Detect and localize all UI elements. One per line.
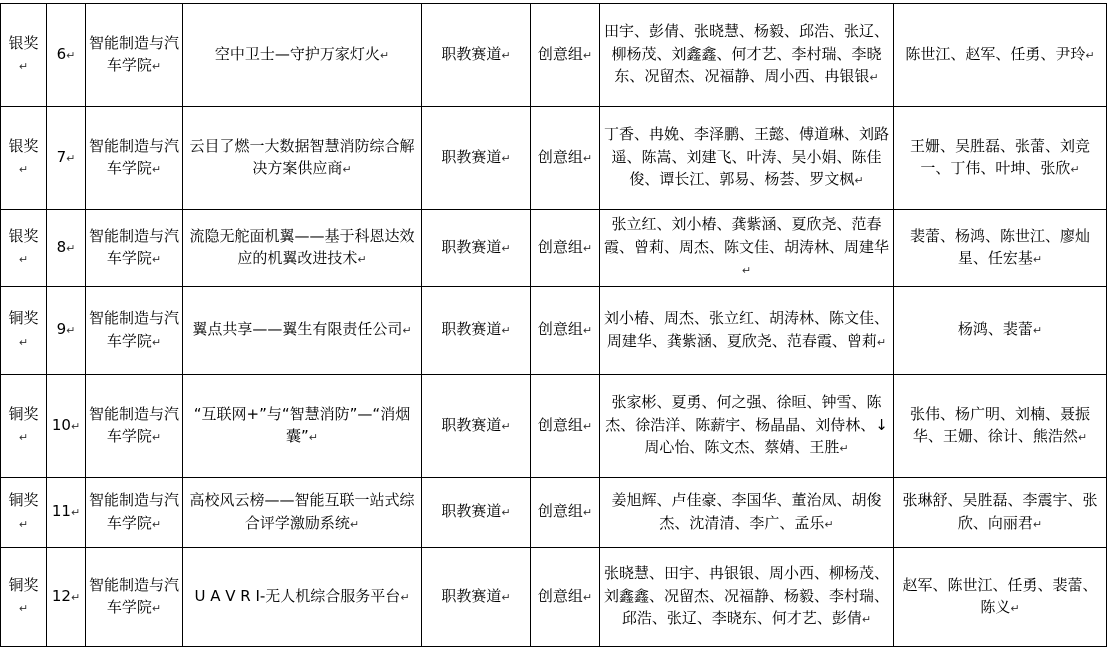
paragraph-mark-icon: ↵ bbox=[66, 151, 76, 165]
paragraph-mark-icon: ↵ bbox=[18, 163, 29, 176]
paragraph-mark-icon: ↵ bbox=[1077, 431, 1088, 444]
paragraph-mark-icon: ↵ bbox=[18, 335, 29, 349]
paragraph-mark-icon: ↵ bbox=[151, 253, 162, 266]
paragraph-mark-icon: ↵ bbox=[151, 431, 162, 444]
paragraph-mark-icon: ↵ bbox=[70, 590, 81, 604]
advisors-cell-text: 张伟、杨广明、刘楠、聂振华、王姗、徐计、熊浩然 bbox=[909, 404, 1090, 445]
college-cell bbox=[86, 107, 183, 210]
paragraph-mark-icon: ↵ bbox=[861, 613, 872, 627]
project-cell bbox=[183, 478, 422, 548]
advisors-cell-text: 王姗、吴胜磊、张蕾、刘竞一、丁伟、叶坤、张欣 bbox=[909, 136, 1090, 177]
award-cell-text: 银奖 bbox=[8, 136, 39, 155]
college-cell bbox=[86, 4, 183, 107]
advisors-cell bbox=[894, 107, 1107, 210]
project-cell-text: 空中卫士—守护万家灯火 bbox=[214, 44, 380, 63]
members-cell bbox=[600, 287, 894, 375]
paragraph-mark-icon: ↵ bbox=[582, 506, 593, 520]
group-cell-text: 创意组 bbox=[537, 415, 583, 434]
number-cell bbox=[47, 107, 86, 210]
paragraph-mark-icon: ↵ bbox=[151, 602, 162, 615]
award-cell bbox=[1, 4, 47, 107]
college-cell-text: 智能制造与汽车学院 bbox=[89, 309, 180, 350]
award-cell-text: 银奖 bbox=[8, 226, 39, 245]
number-cell bbox=[47, 287, 86, 375]
members-cell-text: 田宇、彭倩、张晓慧、杨毅、邱浩、张辽、柳杨茂、刘鑫鑫、何才艺、李村瑞、李晓东、况留杰、况福静、周小西、冉银银 bbox=[603, 22, 889, 86]
paragraph-mark-icon: ↵ bbox=[501, 590, 511, 604]
paragraph-mark-icon: ↵ bbox=[854, 174, 864, 188]
paragraph-mark-icon: ↵ bbox=[379, 48, 390, 62]
paragraph-mark-icon: ↵ bbox=[151, 163, 162, 176]
number-cell-text: 9 bbox=[56, 320, 67, 339]
paragraph-mark-icon: ↵ bbox=[151, 517, 162, 531]
table-row bbox=[1, 478, 1107, 548]
paragraph-mark-icon: ↵ bbox=[18, 602, 29, 615]
college-cell-text: 智能制造与汽车学院 bbox=[89, 575, 180, 616]
group-cell bbox=[531, 375, 600, 478]
group-cell bbox=[531, 548, 600, 647]
number-cell-text: 7 bbox=[56, 147, 67, 166]
project-cell-text: U A V R I-无人机综合服务平台 bbox=[194, 586, 401, 605]
paragraph-mark-icon: ↵ bbox=[349, 517, 360, 531]
group-cell-text: 创意组 bbox=[537, 147, 583, 166]
project-cell-text: 流隐无舵面机翼——基于科恩达效应的机翼改进技术 bbox=[189, 226, 415, 267]
award-cell-text: 铜奖 bbox=[8, 575, 39, 594]
table-row bbox=[1, 548, 1107, 647]
college-cell-text: 智能制造与汽车学院 bbox=[89, 33, 180, 74]
group-cell-text: 创意组 bbox=[537, 586, 583, 605]
group-cell-text: 创意组 bbox=[537, 44, 583, 63]
number-cell bbox=[47, 548, 86, 647]
award-cell-text: 铜奖 bbox=[8, 491, 39, 509]
award-cell-text: 银奖 bbox=[8, 33, 39, 52]
table-row bbox=[1, 210, 1107, 287]
paragraph-mark-icon: ↵ bbox=[70, 506, 81, 520]
members-cell-text: 张立红、刘小椿、龚紫涵、夏欣尧、范春霞、曾莉、周杰、陈文佳、胡涛林、周建华 bbox=[603, 215, 889, 256]
group-cell-text: 创意组 bbox=[537, 320, 583, 339]
members-cell bbox=[600, 548, 894, 647]
award-cell-text: 铜奖 bbox=[8, 309, 39, 327]
track-cell bbox=[422, 548, 531, 647]
members-cell-text: 张晓慧、田宇、冉银银、周小西、柳杨茂、刘鑫鑫、况留杰、况福静、杨毅、李村瑞、邱浩、张辽、李晓东、何才艺、彭倩 bbox=[603, 564, 889, 628]
members-cell bbox=[600, 210, 894, 287]
track-cell-text: 职教赛道 bbox=[441, 415, 502, 434]
group-cell bbox=[531, 210, 600, 287]
table-row bbox=[1, 375, 1107, 478]
project-cell bbox=[183, 210, 422, 287]
paragraph-mark-icon: ↵ bbox=[869, 71, 879, 85]
paragraph-mark-icon: ↵ bbox=[1032, 253, 1043, 266]
paragraph-mark-icon: ↵ bbox=[741, 264, 752, 278]
paragraph-mark-icon: ↵ bbox=[501, 241, 511, 255]
paragraph-mark-icon: ↵ bbox=[1085, 48, 1095, 62]
number-cell-text: 6 bbox=[56, 44, 67, 63]
paragraph-mark-icon: ↵ bbox=[400, 590, 410, 604]
college-cell bbox=[86, 287, 183, 375]
number-cell-text: 11 bbox=[51, 502, 71, 521]
paragraph-mark-icon: ↵ bbox=[582, 241, 593, 255]
advisors-cell-text: 张琳舒、吴胜磊、李震宇、张欣、向丽君 bbox=[902, 491, 1098, 532]
project-cell-text: 云目了燃一大数据智慧消防综合解决方案供应商 bbox=[189, 136, 415, 177]
group-cell bbox=[531, 107, 600, 210]
members-cell bbox=[600, 375, 894, 478]
paragraph-mark-icon: ↵ bbox=[876, 335, 887, 349]
award-cell bbox=[1, 107, 47, 210]
table-row bbox=[1, 107, 1107, 210]
awards-table-body bbox=[1, 4, 1107, 647]
paragraph-mark-icon: ↵ bbox=[18, 517, 29, 531]
advisors-cell-text: 赵军、陈世江、任勇、裴蕾、陈义 bbox=[902, 575, 1098, 616]
members-cell-text: 张家彬、夏勇、何之强、徐晅、钟雪、陈杰、徐浩洋、陈薪宇、杨晶晶、刘侍林、↓ bbox=[605, 393, 888, 434]
paragraph-mark-icon: ↵ bbox=[1070, 163, 1080, 176]
group-cell-text: 创意组 bbox=[537, 502, 583, 521]
paragraph-mark-icon: ↵ bbox=[66, 48, 76, 62]
project-cell-text: 翼点共享——翼生有限责任公司 bbox=[192, 320, 403, 339]
advisors-cell bbox=[894, 375, 1107, 478]
members-cell-text: 姜旭辉、卢佳豪、李国华、董治凤、胡俊杰、沈清清、李广、孟乐 bbox=[611, 491, 882, 532]
college-cell-text: 智能制造与汽车学院 bbox=[89, 404, 180, 445]
project-cell-text: 高校风云榜——智能互联一站式综合评学激励系统 bbox=[189, 491, 415, 532]
paragraph-mark-icon: ↵ bbox=[402, 324, 412, 338]
award-cell bbox=[1, 478, 47, 548]
award-cell bbox=[1, 375, 47, 478]
college-cell bbox=[86, 210, 183, 287]
number-cell-text: 10 bbox=[51, 415, 71, 434]
paragraph-mark-icon: ↵ bbox=[582, 324, 593, 338]
track-cell-text: 职教赛道 bbox=[441, 147, 502, 166]
track-cell bbox=[422, 107, 531, 210]
paragraph-mark-icon: ↵ bbox=[501, 506, 511, 520]
paragraph-mark-icon: ↵ bbox=[582, 590, 593, 604]
members-cell bbox=[600, 4, 894, 107]
paragraph-mark-icon: ↵ bbox=[308, 431, 318, 444]
number-cell-text: 8 bbox=[56, 237, 67, 256]
paragraph-mark-icon: ↵ bbox=[357, 253, 367, 266]
members-cell-text: 刘小椿、周杰、张立红、胡涛林、陈文佳、周建华、龚紫涵、夏欣尧、范春霞、曾莉 bbox=[603, 309, 889, 350]
college-cell-text: 智能制造与汽车学院 bbox=[89, 491, 180, 532]
track-cell-text: 职教赛道 bbox=[441, 44, 502, 63]
group-cell bbox=[531, 4, 600, 107]
advisors-cell bbox=[894, 287, 1107, 375]
number-cell bbox=[47, 4, 86, 107]
track-cell-text: 职教赛道 bbox=[441, 320, 502, 339]
advisors-cell-text: 裴蕾、杨鸿、陈世江、廖灿星、任宏基 bbox=[909, 226, 1090, 267]
project-cell-text: “互联网+”与“智慧消防”—“消烟囊” bbox=[193, 404, 411, 445]
paragraph-mark-icon: ↵ bbox=[582, 48, 593, 62]
track-cell-text: 职教赛道 bbox=[441, 502, 502, 521]
college-cell-text: 智能制造与汽车学院 bbox=[89, 136, 180, 177]
advisors-cell-text: 杨鸿、裴蕾 bbox=[957, 320, 1033, 339]
track-cell bbox=[422, 375, 531, 478]
paragraph-mark-icon: ↵ bbox=[18, 60, 29, 73]
award-cell bbox=[1, 287, 47, 375]
paragraph-mark-icon: ↵ bbox=[501, 48, 511, 62]
group-cell bbox=[531, 287, 600, 375]
table-row bbox=[1, 287, 1107, 375]
number-cell bbox=[47, 375, 86, 478]
award-cell bbox=[1, 548, 47, 647]
advisors-cell-text: 陈世江、赵军、任勇、尹玲 bbox=[905, 44, 1086, 63]
paragraph-mark-icon: ↵ bbox=[839, 442, 849, 456]
advisors-cell bbox=[894, 4, 1107, 107]
college-cell-text: 智能制造与汽车学院 bbox=[89, 226, 180, 267]
college-cell bbox=[86, 478, 183, 548]
project-cell bbox=[183, 287, 422, 375]
track-cell bbox=[422, 478, 531, 548]
members-cell-text: 丁香、冉娩、李泽鹏、王懿、傅道琳、刘路遥、陈嵩、刘建飞、叶涛、吴小娟、陈佳俊、谭长江、郭易、杨荟、罗文枫 bbox=[603, 125, 889, 189]
number-cell bbox=[47, 210, 86, 287]
paragraph-mark-icon: ↵ bbox=[582, 419, 593, 433]
table-row bbox=[1, 4, 1107, 107]
number-cell-text: 12 bbox=[51, 586, 71, 605]
project-cell bbox=[183, 375, 422, 478]
project-cell bbox=[183, 548, 422, 647]
track-cell-text: 职教赛道 bbox=[441, 237, 502, 256]
paragraph-mark-icon: ↵ bbox=[501, 151, 511, 165]
project-cell bbox=[183, 107, 422, 210]
awards-table bbox=[0, 3, 1107, 647]
paragraph-mark-icon: ↵ bbox=[501, 419, 511, 433]
paragraph-mark-icon: ↵ bbox=[824, 517, 834, 531]
paragraph-mark-icon: ↵ bbox=[18, 253, 29, 266]
paragraph-mark-icon: ↵ bbox=[582, 151, 593, 165]
track-cell-text: 职教赛道 bbox=[441, 586, 502, 605]
college-cell bbox=[86, 548, 183, 647]
advisors-cell bbox=[894, 210, 1107, 287]
paragraph-mark-icon: ↵ bbox=[501, 324, 511, 338]
paragraph-mark-icon: ↵ bbox=[151, 60, 162, 73]
paragraph-mark-icon: ↵ bbox=[151, 335, 162, 349]
college-cell bbox=[86, 375, 183, 478]
award-cell-text: 铜奖 bbox=[8, 404, 39, 423]
track-cell bbox=[422, 210, 531, 287]
track-cell bbox=[422, 287, 531, 375]
paragraph-mark-icon: ↵ bbox=[342, 163, 352, 176]
award-cell bbox=[1, 210, 47, 287]
advisors-cell bbox=[894, 548, 1107, 647]
paragraph-mark-icon: ↵ bbox=[66, 241, 76, 255]
paragraph-mark-icon: ↵ bbox=[70, 419, 81, 433]
advisors-cell bbox=[894, 478, 1107, 548]
paragraph-mark-icon: ↵ bbox=[18, 431, 29, 444]
track-cell bbox=[422, 4, 531, 107]
paragraph-mark-icon: ↵ bbox=[1032, 517, 1043, 531]
number-cell bbox=[47, 478, 86, 548]
paragraph-mark-icon: ↵ bbox=[1032, 324, 1043, 338]
members-cell bbox=[600, 107, 894, 210]
members-cell-text-continued: 周心怡、陈文杰、蔡婧、王胜 bbox=[644, 438, 840, 457]
paragraph-mark-icon: ↵ bbox=[66, 324, 76, 338]
group-cell bbox=[531, 478, 600, 548]
members-cell bbox=[600, 478, 894, 548]
paragraph-mark-icon: ↵ bbox=[1010, 602, 1020, 615]
group-cell-text: 创意组 bbox=[537, 237, 583, 256]
project-cell bbox=[183, 4, 422, 107]
